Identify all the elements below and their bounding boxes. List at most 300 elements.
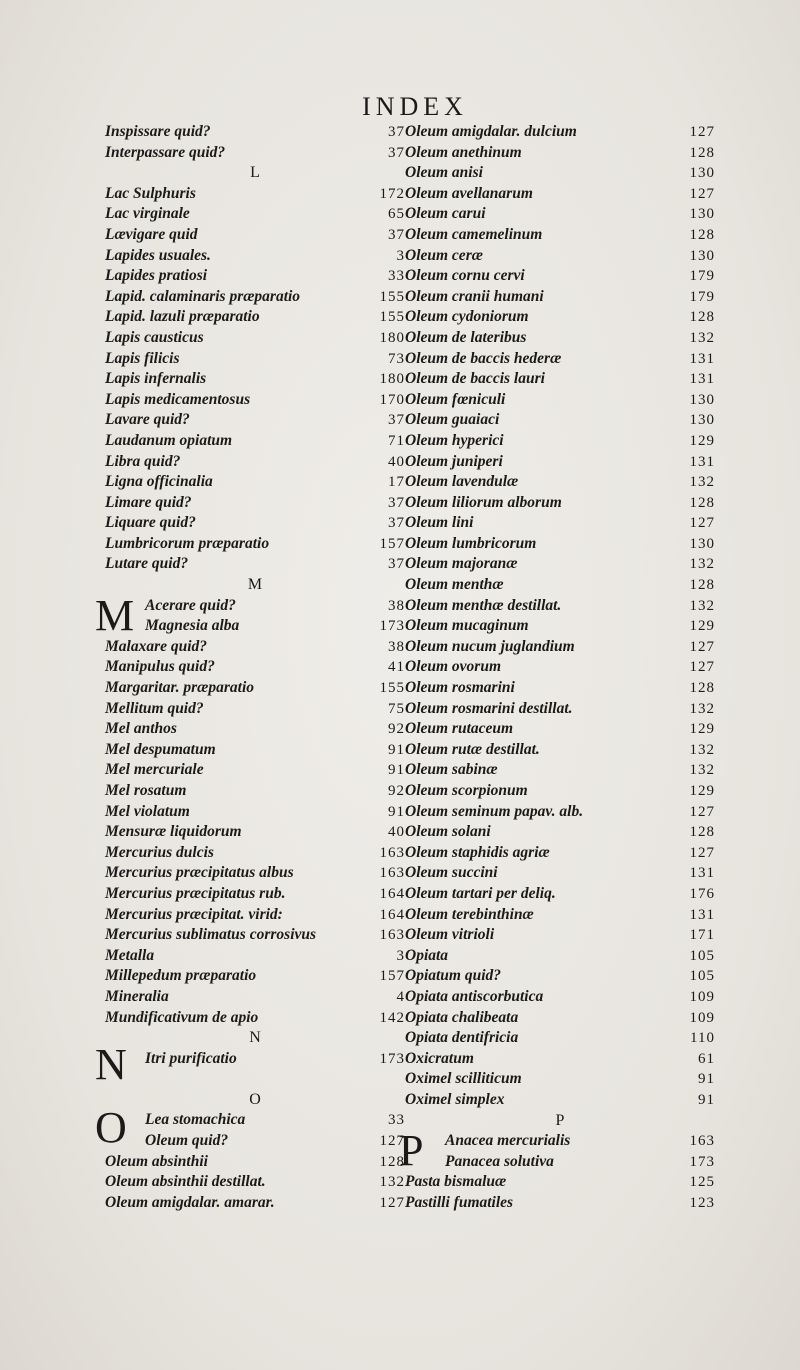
index-entry <box>105 307 405 328</box>
index-entry <box>105 472 405 493</box>
entry-page-number: 3 <box>396 947 405 964</box>
entry-page-number: 37 <box>388 226 405 243</box>
index-entry <box>105 1172 405 1193</box>
entry-page-number: 130 <box>689 391 715 408</box>
index-entry <box>105 1008 405 1029</box>
entry-name: Oleum rutæ destillat. <box>405 740 540 758</box>
entry-page-number: 164 <box>379 885 405 902</box>
entry-name: Oleum terebinthinæ <box>405 905 534 923</box>
entry-name: Panacea solutiva <box>445 1152 554 1170</box>
index-entry <box>105 760 405 781</box>
entry-name: Opiatum quid? <box>405 967 502 985</box>
entry-page-number: 73 <box>388 350 405 367</box>
entry-name: Oleum avellanarum <box>405 184 533 202</box>
entry-page-number: 105 <box>689 968 715 985</box>
entry-name: Oleum amigdalar. amarar. <box>105 1193 275 1211</box>
index-entry <box>105 699 405 720</box>
drop-cap-block-O <box>95 1103 405 1153</box>
entry-page-number: 130 <box>689 412 715 429</box>
entry-page-number: 163 <box>379 865 405 882</box>
index-entry <box>405 143 715 164</box>
entry-name: Oleum hyperici <box>405 431 504 449</box>
entry-name: Lac Sulphuris <box>105 184 196 202</box>
index-entry <box>405 349 715 370</box>
entry-name: Malaxare quid? <box>105 637 208 655</box>
entry-name: Oleum sabinæ <box>405 761 498 779</box>
entry-page-number: 155 <box>379 309 405 326</box>
entry-name: Oleum absinthii destillat. <box>105 1173 266 1191</box>
entry-page-number: 109 <box>689 988 715 1005</box>
entry-page-number: 132 <box>689 329 715 346</box>
index-entry <box>105 204 405 225</box>
entry-name: Oleum de baccis lauri <box>405 370 545 388</box>
entry-name: Oleum de baccis hederæ <box>405 349 562 367</box>
entry-name: Oxicratum <box>405 1049 474 1067</box>
entry-page-number: 155 <box>379 288 405 305</box>
entry-page-number: 157 <box>379 535 405 552</box>
entry-name: Mellitum quid? <box>105 699 204 717</box>
index-entry <box>105 616 405 637</box>
entry-name: Margaritar. præparatio <box>105 679 255 697</box>
index-entry <box>105 266 405 287</box>
index-entry <box>405 699 715 720</box>
index-entry <box>105 452 405 473</box>
entry-name: Oleum quid? <box>145 1131 229 1149</box>
entry-name: Opiata <box>405 946 449 964</box>
entry-page-number: 131 <box>689 865 715 882</box>
entry-page-number: 38 <box>388 638 405 655</box>
entry-page-number: 127 <box>689 803 715 820</box>
entry-name: Ligna officinalia <box>105 473 213 491</box>
page-title: INDEX <box>362 92 468 121</box>
entry-page-number: 127 <box>689 659 715 676</box>
entry-name: Oleum vitrioli <box>405 926 495 944</box>
index-entry <box>405 905 715 926</box>
entry-name: Oleum guaiaci <box>405 411 500 429</box>
entry-page-number: 179 <box>689 268 715 285</box>
entry-name: Oleum rosmarini <box>405 679 515 697</box>
index-entry <box>105 287 405 308</box>
entry-name: Oleum lini <box>405 514 474 532</box>
entry-page-number: 91 <box>388 741 405 758</box>
index-entry <box>405 493 715 514</box>
entry-name: Oleum carui <box>405 205 486 223</box>
entry-page-number: 179 <box>689 288 715 305</box>
index-entry <box>405 1152 715 1173</box>
entry-page-number: 131 <box>689 453 715 470</box>
entry-name: Oleum liliorum alborum <box>405 493 562 511</box>
entry-page-number: 173 <box>379 1050 405 1067</box>
entry-page-number: 132 <box>689 700 715 717</box>
entry-page-number: 163 <box>689 1133 715 1150</box>
index-entry <box>105 534 405 555</box>
entry-page-number: 173 <box>689 1153 715 1170</box>
entry-page-number: 171 <box>689 927 715 944</box>
entry-name: Oleum juniperi <box>405 452 503 470</box>
entry-page-number: 132 <box>379 1174 405 1191</box>
entry-page-number: 180 <box>379 329 405 346</box>
entry-name: Lapides usuales. <box>105 246 211 264</box>
entry-name: Lac virginale <box>105 205 190 223</box>
index-entry <box>405 1193 715 1214</box>
entry-name: Lea stomachica <box>145 1111 246 1129</box>
entry-name: Interpassare quid? <box>105 143 226 161</box>
index-entry <box>405 1090 715 1111</box>
entry-name: Mercurius dulcis <box>105 843 214 861</box>
entry-page-number: 127 <box>379 1132 405 1149</box>
entry-page-number: 37 <box>388 494 405 511</box>
entry-page-number: 130 <box>689 165 715 182</box>
entry-page-number: 129 <box>689 721 715 738</box>
entry-page-number: 172 <box>379 185 405 202</box>
entry-page-number: 127 <box>379 1194 405 1211</box>
index-entry <box>405 390 715 411</box>
entry-page-number: 131 <box>689 350 715 367</box>
entry-page-number: 128 <box>689 144 715 161</box>
entry-page-number: 130 <box>689 206 715 223</box>
entry-page-number: 71 <box>388 432 405 449</box>
entry-name: Oleum cranii humani <box>405 287 544 305</box>
entry-name: Oleum anisi <box>405 164 483 182</box>
index-entry <box>105 657 405 678</box>
entry-name: Lapid. lazuli præparatio <box>105 308 260 326</box>
entry-page-number: 91 <box>388 803 405 820</box>
entry-page-number: 3 <box>396 247 405 264</box>
entry-page-number: 37 <box>388 124 405 140</box>
index-entry <box>405 966 715 987</box>
entry-page-number: 110 <box>690 1030 715 1047</box>
section-heading-P: P <box>555 1111 565 1129</box>
entry-page-number: 131 <box>689 371 715 388</box>
entry-page-number: 127 <box>689 185 715 202</box>
entry-page-number: 40 <box>388 453 405 470</box>
entry-name: Oleum nucum juglandium <box>405 637 575 655</box>
index-entry <box>405 678 715 699</box>
drop-cap-block-N <box>95 1039 405 1090</box>
index-entry <box>105 781 405 802</box>
index-entry <box>405 760 715 781</box>
index-entry <box>105 184 405 205</box>
entry-name: Mel mercuriale <box>105 761 204 779</box>
entry-page-number: 127 <box>689 844 715 861</box>
entry-page-number: 173 <box>379 618 405 635</box>
index-entry <box>405 225 715 246</box>
entry-page-number: 128 <box>689 309 715 326</box>
index-entry <box>105 637 405 658</box>
entry-name: Lapides pratiosi <box>105 267 208 285</box>
entry-name: Oleum majoranæ <box>405 555 518 573</box>
entry-name: Pasta bismaluæ <box>405 1173 507 1191</box>
entry-page-number: 109 <box>689 1009 715 1026</box>
entry-name: Metalla <box>105 946 155 964</box>
index-entry <box>405 1008 715 1029</box>
index-entry <box>405 925 715 946</box>
entry-name: Libra quid? <box>105 452 181 470</box>
entry-name: Millepedum præparatio <box>105 967 257 985</box>
index-entry <box>105 431 405 452</box>
index-entry <box>405 307 715 328</box>
entry-name: Oleum absinthii <box>105 1152 208 1170</box>
entry-name: Mel violatum <box>105 802 190 820</box>
index-entry <box>105 987 405 1008</box>
entry-page-number: 128 <box>689 824 715 841</box>
index-entry <box>405 328 715 349</box>
index-entry <box>105 822 405 843</box>
index-entry <box>405 781 715 802</box>
entry-page-number: 130 <box>689 247 715 264</box>
entry-name: Lavare quid? <box>105 411 190 429</box>
entry-name: Itri purificatio <box>145 1049 237 1067</box>
entry-name: Lutare quid? <box>105 555 189 573</box>
index-entry <box>405 657 715 678</box>
entry-name: Mensuræ liquidorum <box>105 823 242 841</box>
entry-name: Oleum de lateribus <box>405 328 527 346</box>
entry-name: Pastilli fumatiles <box>405 1193 514 1211</box>
entry-page-number: 33 <box>388 268 405 285</box>
index-entry <box>105 678 405 699</box>
entry-page-number: 129 <box>689 618 715 635</box>
entry-page-number: 91 <box>698 1091 715 1108</box>
entry-name: Oleum succini <box>405 864 498 882</box>
section-heading-M: M <box>247 576 263 594</box>
index-entry <box>105 1193 405 1214</box>
entry-page-number: 17 <box>388 474 405 491</box>
entry-name: Mercurius sublimatus corrosivus <box>105 926 317 944</box>
drop-cap-block-M <box>95 590 405 640</box>
index-entry <box>405 184 715 205</box>
entry-name: Oleum scorpionum <box>405 782 528 799</box>
entry-page-number: 4 <box>396 988 405 1005</box>
index-entry <box>405 554 715 575</box>
index-entry <box>105 1131 405 1152</box>
entry-page-number: 127 <box>689 515 715 532</box>
index-entry <box>105 513 405 534</box>
index-entry <box>105 328 405 349</box>
entry-page-number: 33 <box>388 1112 405 1129</box>
index-entry <box>405 534 715 555</box>
entry-page-number: 37 <box>388 556 405 573</box>
entry-name: Oleum lavendulæ <box>405 473 519 491</box>
entry-name: Oleum ovorum <box>405 658 502 676</box>
index-entry <box>105 719 405 740</box>
entry-name: Oleum solani <box>405 823 491 841</box>
entry-name: Anacea mercurialis <box>445 1132 571 1150</box>
entry-page-number: 91 <box>388 762 405 779</box>
index-entry <box>405 1049 715 1070</box>
index-entry <box>105 925 405 946</box>
entry-name: Liquare quid? <box>105 514 196 532</box>
entry-page-number: 92 <box>388 783 405 799</box>
entry-name: Oleum seminum papav. alb. <box>405 802 584 820</box>
entry-page-number: 128 <box>689 226 715 243</box>
right-index-column <box>399 122 715 1213</box>
index-entry <box>405 843 715 864</box>
entry-name: Lapis filicis <box>105 349 180 367</box>
index-entry <box>405 946 715 967</box>
drop-cap-P: P <box>399 1126 424 1176</box>
index-entry <box>405 452 715 473</box>
entry-page-number: 92 <box>388 721 405 738</box>
entry-page-number: 163 <box>379 927 405 944</box>
entry-page-number: 142 <box>379 1009 405 1026</box>
entry-page-number: 40 <box>388 824 405 841</box>
entry-name: Lapis causticus <box>105 328 204 346</box>
entry-name: Oleum rosmarini destillat. <box>405 699 573 717</box>
entry-name: Mel anthos <box>105 720 177 738</box>
entry-page-number: 91 <box>698 1071 715 1088</box>
index-entry <box>405 884 715 905</box>
entry-name: Lumbricorum præparatio <box>105 534 270 552</box>
entry-page-number: 105 <box>689 947 715 964</box>
index-entry <box>405 1172 715 1193</box>
entry-name: Oleum cornu cervi <box>405 267 525 285</box>
entry-name: Oleum amigdalar. dulcium <box>405 123 577 140</box>
index-entry <box>105 1152 405 1173</box>
entry-page-number: 129 <box>689 432 715 449</box>
entry-name: Oximel scilliticum <box>405 1070 522 1088</box>
drop-cap-O: O <box>95 1103 127 1153</box>
entry-name: Lapid. calaminaris præparatio <box>105 287 301 305</box>
entry-page-number: 155 <box>379 680 405 697</box>
index-entry <box>105 225 405 246</box>
entry-name: Oleum menthæ destillat. <box>405 596 562 614</box>
entry-name: Oleum cydoniorum <box>405 308 529 326</box>
index-entry <box>105 246 405 267</box>
entry-page-number: 128 <box>689 577 715 594</box>
entry-name: Inspissare quid? <box>105 123 211 140</box>
entry-page-number: 132 <box>689 762 715 779</box>
entry-name: Mel rosatum <box>105 782 187 799</box>
index-entry <box>105 946 405 967</box>
index-entry <box>405 987 715 1008</box>
entry-name: Mel despumatum <box>105 740 216 758</box>
entry-page-number: 132 <box>689 741 715 758</box>
index-entry <box>105 1110 405 1131</box>
entry-page-number: 127 <box>689 124 715 140</box>
index-entry <box>405 246 715 267</box>
entry-page-number: 41 <box>388 659 405 676</box>
entry-name: Oleum ceræ <box>405 246 483 264</box>
entry-name: Oleum staphidis agriæ <box>405 843 550 861</box>
index-entry <box>405 740 715 761</box>
index-entry <box>405 204 715 225</box>
entry-page-number: 128 <box>689 680 715 697</box>
index-entry <box>405 369 715 390</box>
entry-page-number: 37 <box>388 515 405 532</box>
entry-page-number: 65 <box>388 206 405 223</box>
index-entry <box>405 1069 715 1090</box>
entry-page-number: 61 <box>698 1050 715 1067</box>
index-entry <box>105 410 405 431</box>
index-entry <box>105 143 405 164</box>
index-entry <box>105 966 405 987</box>
entry-page-number: 164 <box>379 906 405 923</box>
entry-page-number: 132 <box>689 556 715 573</box>
index-entry <box>105 596 405 617</box>
index-entry <box>405 802 715 823</box>
index-entry <box>405 575 715 596</box>
entry-page-number: 157 <box>379 968 405 985</box>
index-entry <box>405 616 715 637</box>
index-entry <box>405 122 715 143</box>
drop-cap-M: M <box>95 590 135 640</box>
entry-name: Limare quid? <box>105 493 192 511</box>
left-index-column <box>95 122 405 1213</box>
entry-name: Magnesia alba <box>145 617 240 635</box>
entry-page-number: 129 <box>689 783 715 799</box>
section-heading-L: L <box>250 164 260 182</box>
index-entry <box>405 163 715 184</box>
entry-name: Oleum lumbricorum <box>405 534 537 552</box>
entry-name: Mercurius præcipitatus albus <box>105 864 294 882</box>
entry-name: Laudanum opiatum <box>105 431 233 449</box>
entry-name: Manipulus quid? <box>105 658 215 676</box>
entry-page-number: 128 <box>689 494 715 511</box>
index-entry <box>105 863 405 884</box>
drop-cap-block-P <box>399 1126 715 1176</box>
entry-name: Opiata dentifricia <box>405 1029 519 1047</box>
index-entry <box>405 410 715 431</box>
entry-name: Oleum menthæ <box>405 576 504 594</box>
entry-name: Mineralia <box>105 987 169 1005</box>
entry-page-number: 127 <box>689 638 715 655</box>
index-entry <box>105 369 405 390</box>
entry-name: Oleum rutaceum <box>405 720 514 738</box>
entry-name: Mercurius præcipitat. virid: <box>105 905 283 923</box>
index-entry <box>405 513 715 534</box>
entry-name: Acerare quid? <box>145 596 236 614</box>
index-entry <box>105 493 405 514</box>
index-entry <box>405 266 715 287</box>
entry-name: Oleum mucaginum <box>405 617 529 635</box>
entry-name: Opiata antiscorbutica <box>405 987 544 1005</box>
entry-page-number: 131 <box>689 906 715 923</box>
section-heading-N: N <box>249 1029 261 1047</box>
index-entry <box>105 843 405 864</box>
entry-name: Lapis medicamentosus <box>105 390 251 408</box>
section-heading-O: O <box>249 1090 261 1108</box>
entry-name: Oleum tartari per deliq. <box>405 884 556 902</box>
index-entry <box>105 390 405 411</box>
index-entry <box>405 822 715 843</box>
entry-page-number: 130 <box>689 535 715 552</box>
entry-page-number: 163 <box>379 844 405 861</box>
index-entry <box>105 554 405 575</box>
entry-name: Oleum anethinum <box>405 143 522 161</box>
entry-page-number: 125 <box>689 1174 715 1191</box>
index-entry <box>405 863 715 884</box>
drop-cap-N: N <box>95 1039 127 1089</box>
entry-page-number: 37 <box>388 412 405 429</box>
entry-name: Opiata chalibeata <box>405 1008 519 1026</box>
entry-page-number: 180 <box>379 371 405 388</box>
index-entry <box>405 719 715 740</box>
index-entry <box>105 122 405 143</box>
entry-page-number: 123 <box>689 1194 715 1211</box>
entry-page-number: 132 <box>689 474 715 491</box>
index-entry <box>105 349 405 370</box>
index-entry <box>405 1028 715 1049</box>
entry-name: Mercurius præcipitatus rub. <box>105 884 286 902</box>
index-entry <box>405 472 715 493</box>
index-entry <box>105 802 405 823</box>
index-entry <box>405 637 715 658</box>
index-entry <box>105 884 405 905</box>
entry-page-number: 176 <box>689 885 715 902</box>
entry-name: Lapis infernalis <box>105 370 207 388</box>
entry-name: Oleum camemelinum <box>405 225 543 243</box>
entry-page-number: 170 <box>379 391 405 408</box>
